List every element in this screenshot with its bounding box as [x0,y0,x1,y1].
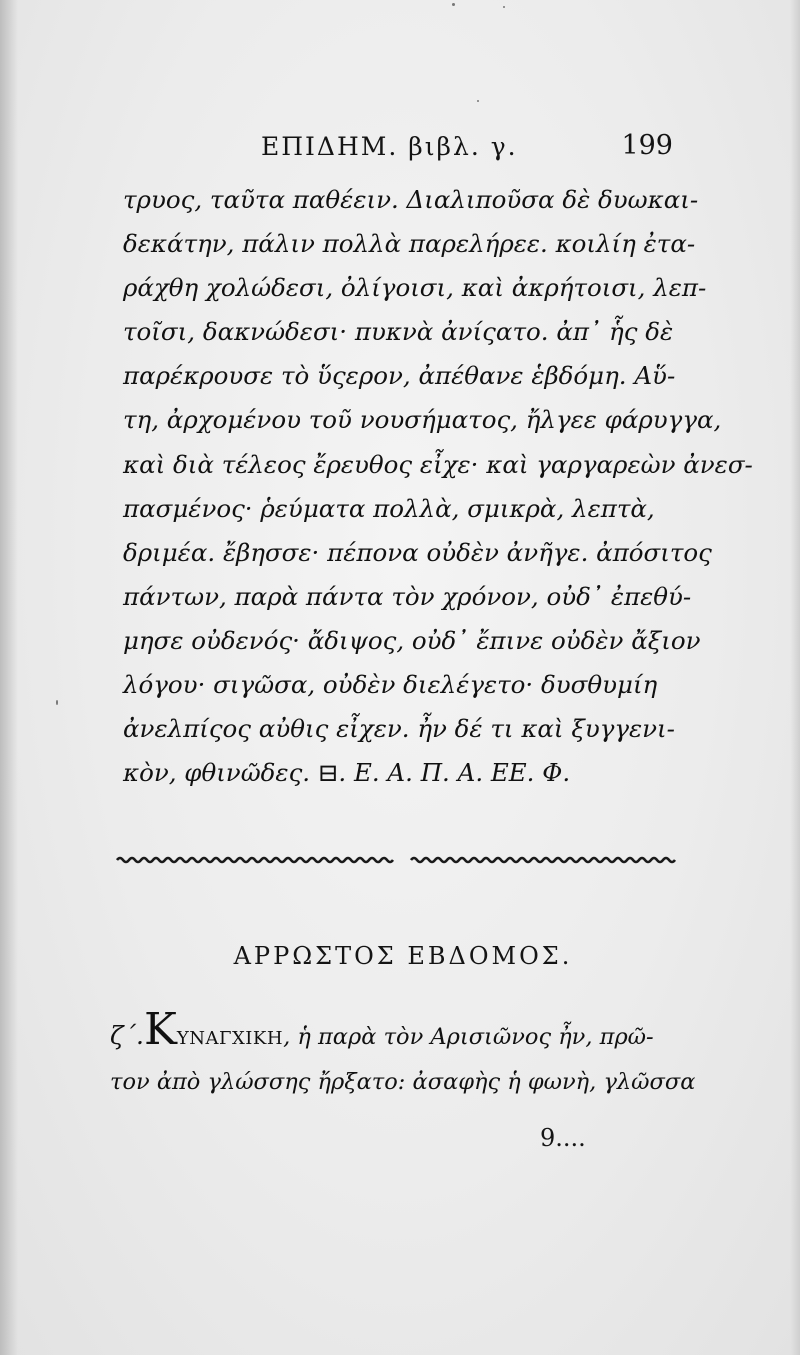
text-line: καὶ διὰ τέλεος ἔρευθος εἶχε· καὶ γαργαρεὼν ἀνεσ- [123,449,753,479]
text-line: μησε οὐδενός· ἄδιψος, οὐδ᾽ ἔπινε οὐδὲν ἄξιον [123,625,701,655]
text-line: δεκάτην, πάλιν πολλὰ παρελήρεε. κοιλίη ἐτα- [123,229,696,259]
text-line: τη, ἀρχομένου τοῦ νουσήματος, ἤλγεε φάρυγγα, [123,405,722,435]
text-line: τον ἀπὸ γλώσσης ἤρξατο: ἀσαφὴς ἡ φωνὴ, γλῶσσα [110,1069,696,1095]
page-number: 199 [621,130,673,161]
text-line: πασμένος· ῥεύματα πολλὰ, σμικρὰ, λεπτὰ, [123,493,655,523]
text-line: λόγου· σιγῶσα, οὐδὲν διελέγετο· δυσθυμίη [123,670,658,700]
catchword: 9.... [540,1124,586,1152]
gutter-shadow [0,0,18,1355]
page-header [123,130,683,170]
text-line: τρυος, ταῦτα παθέειν. Διαλιποῦσα δὲ δυωκαι- [123,185,699,214]
text-line: , ἡ παρὰ τὸν Αρισιῶνος ἦν, πρῶ- [283,1024,654,1050]
case-text-block [110,1004,696,1106]
drop-cap: Κ [144,1004,177,1055]
text-line: δριμέα. ἔβησσε· πέπονα οὐδὲν ἀνῆγε. ἀπόσιτος [123,537,712,567]
case-first-line [110,1004,695,1058]
case-name: ΥΝΑΓΧΙΚΗ [176,1028,284,1049]
section-heading: ΑΡΡΩΣΤΟΣ ΕΒΔΟΜΟΣ. [233,942,573,970]
text-line: τοῖσι, δακνώδεσι· πυκνὰ ἀνίςατο. ἀπ᾽ ἧς δὲ [123,317,674,347]
text-line: ἀνελπίςος αὐθις εἶχεν. ἦν δέ τι καὶ ξυγγενι- [123,714,675,744]
case-number: ζ΄. [110,1021,144,1050]
page-edge [790,0,800,1355]
main-text-block [123,178,753,795]
text-line: κὸν, φθινῶδες. ⊟. Ε. Α. Π. Α. ΕΕ. Φ. [123,758,571,788]
text-line: παρέκρουσε τὸ ὕςερον, ἀπέθανε ἑβδόμη. Αὕ- [123,361,676,391]
paper-speck [477,100,479,102]
paper-speck [503,6,505,8]
paper-speck [56,700,58,705]
ornamental-rule [115,855,680,865]
text-line: ράχθη χολώδεσι, ὀλίγοισι, καὶ ἀκρήτοισι, λεπ- [123,273,707,303]
running-head: ΕΠΙΔΗΜ. βιβλ. γ. [261,132,518,161]
paper-speck [452,3,455,6]
text-line: πάντων, παρὰ πάντα τὸν χρόνον, οὐδ᾽ ἐπεθύ- [123,581,692,611]
